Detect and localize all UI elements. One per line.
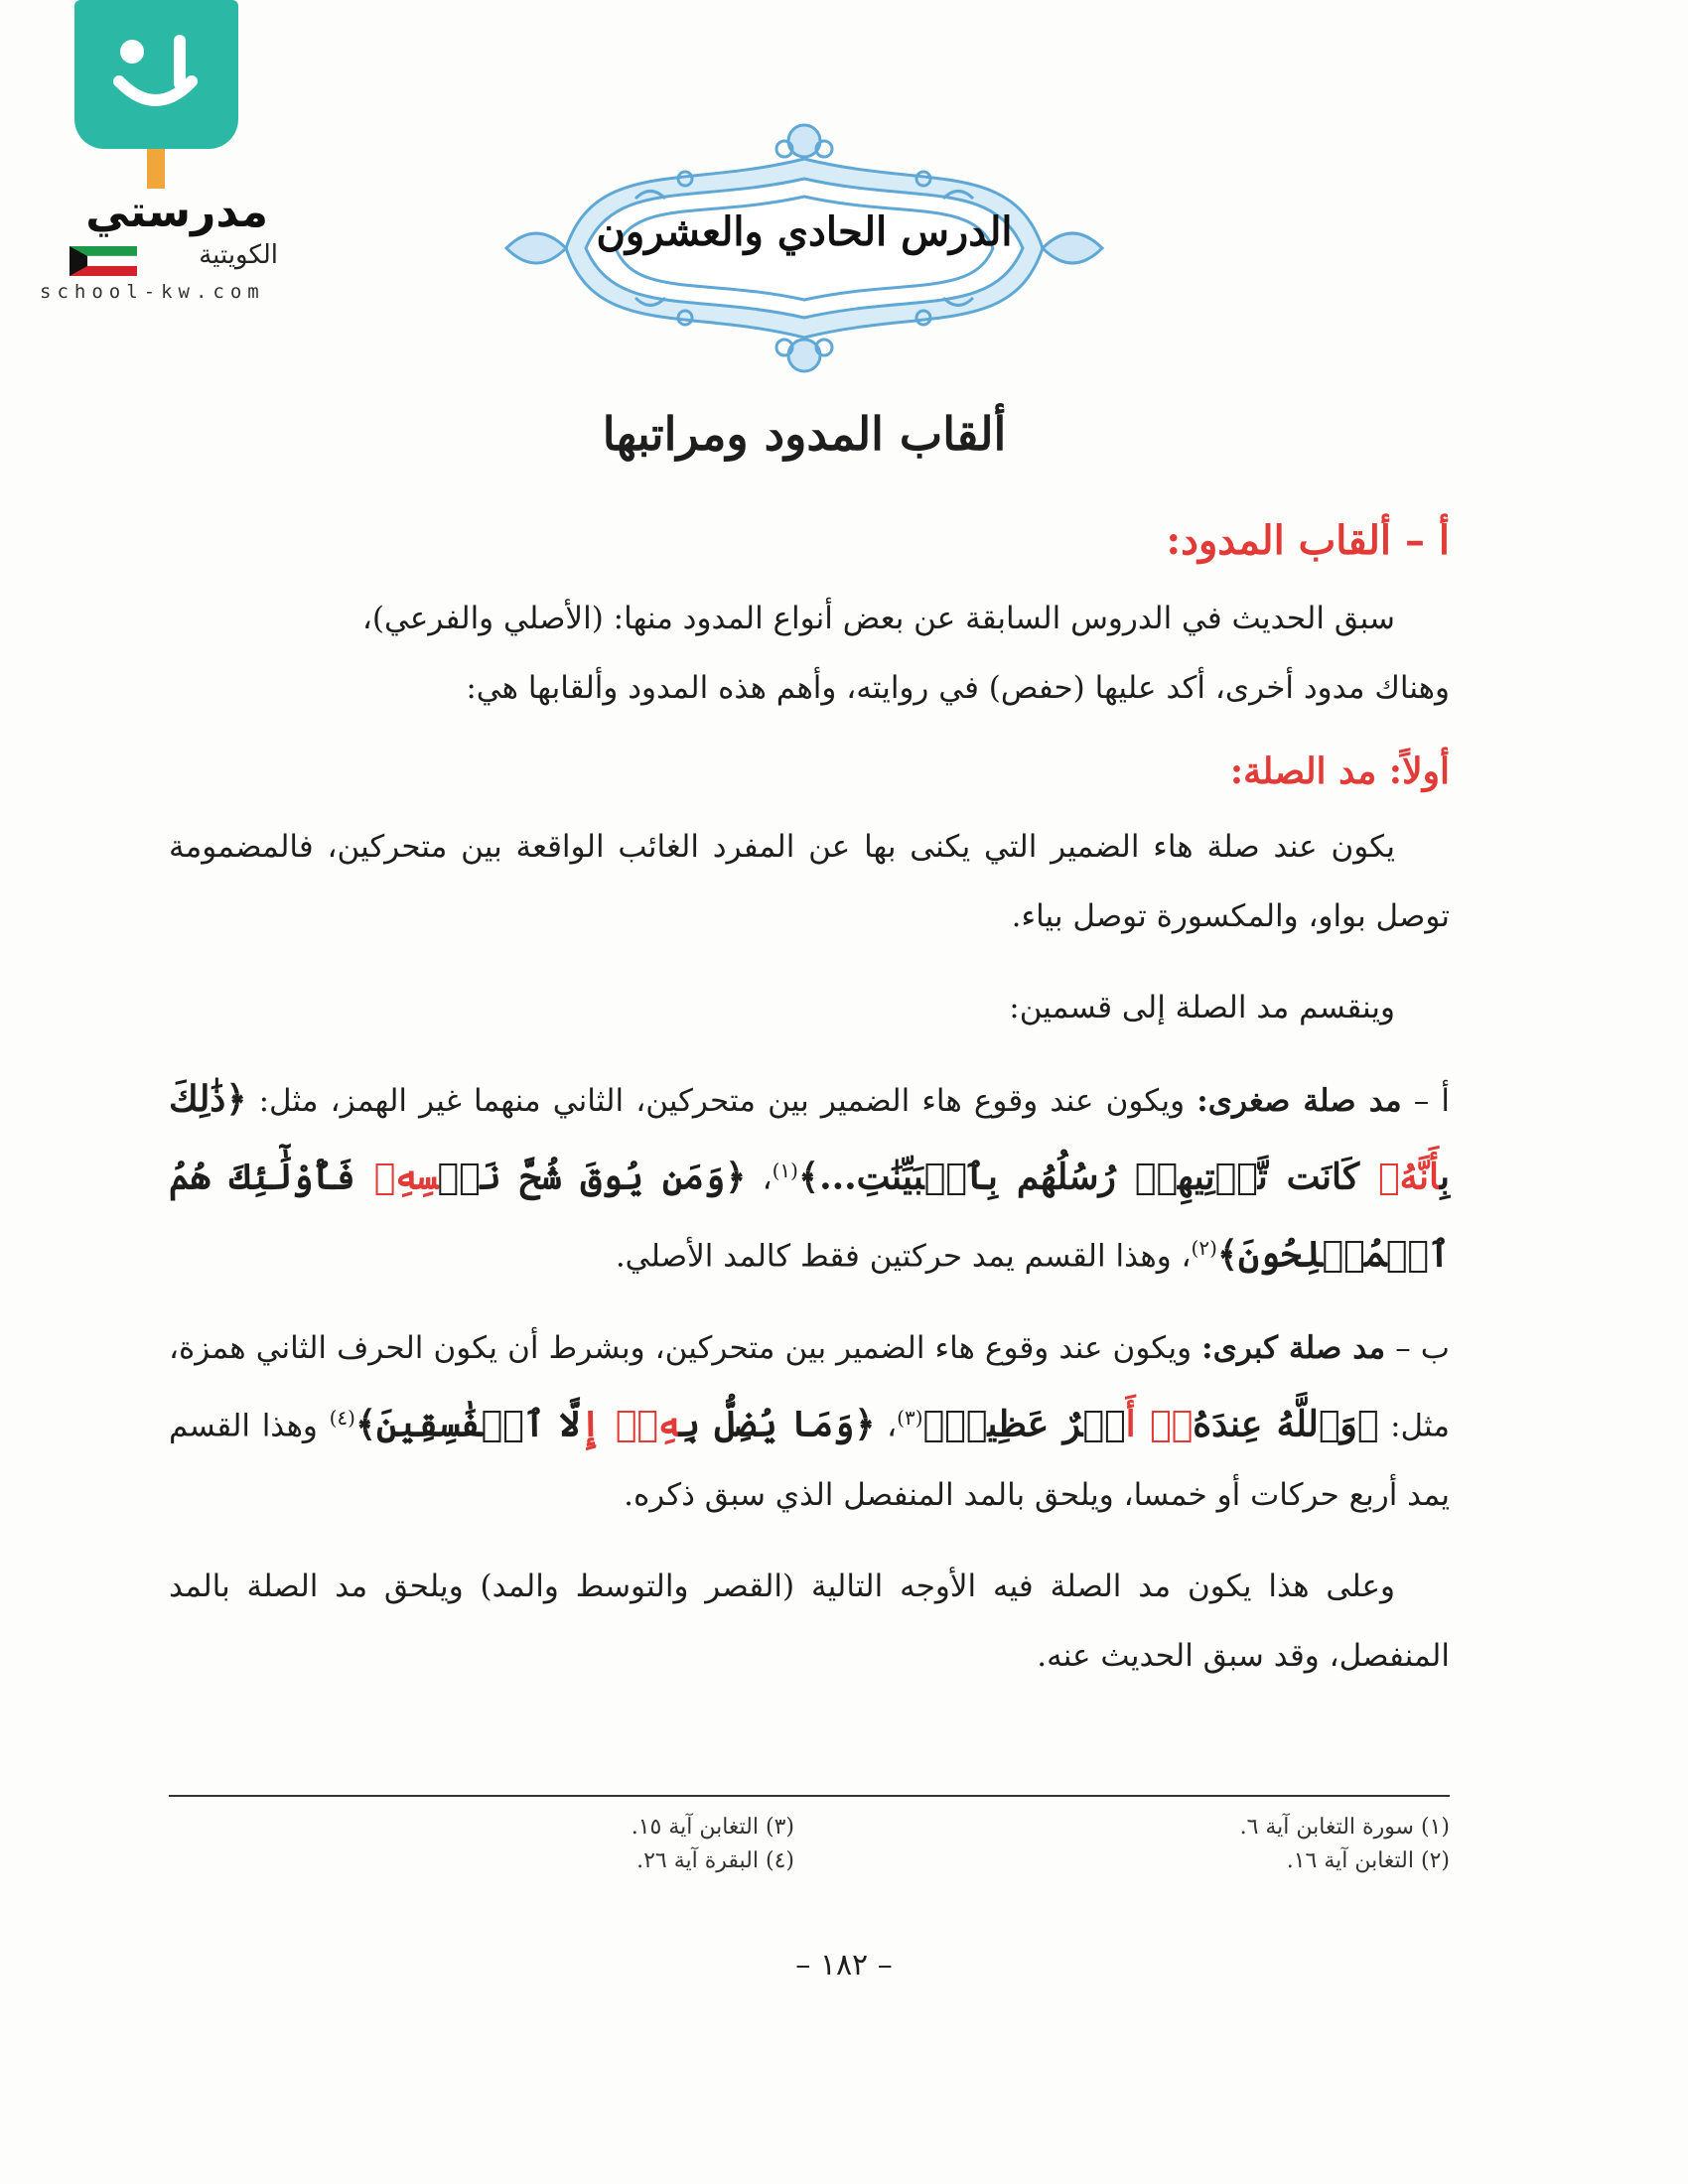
site-logo [20, 0, 308, 308]
item-marker: أ – [1413, 1083, 1451, 1119]
verse-highlight: ۥٓ أَ [1125, 1402, 1194, 1444]
item-text: ويكون عند وقوع هاء الضمير بين متحركين، الثاني منهما غير الهمز، [330, 1083, 1186, 1119]
verse-part: كَانَت تَّأۡتِيهِمۡ رُسُلُهُم بِٱلۡبَيِّنَٰتِ...﴾ [797, 1156, 1379, 1198]
page-number: – ١٨٢ – [795, 1948, 893, 1982]
smile-face [74, 0, 238, 149]
intro-paragraph [169, 584, 1450, 723]
kuwait-flag-icon [70, 246, 137, 276]
list-item-minor-silah [169, 1064, 1450, 1292]
verse-highlight: هِۦٓ إِ [580, 1402, 680, 1444]
logo-url: school-kw.com [40, 281, 265, 303]
verse-part: لَّا ٱلۡفَٰسِقِينَ﴾ [354, 1402, 581, 1444]
footnote-ref: (١) [772, 1159, 798, 1182]
separator: ، [762, 1160, 773, 1197]
item-label: مد صلة صغرى: [1196, 1083, 1402, 1119]
division-paragraph: وينقسم مد الصلة إلى قسمين: [1009, 990, 1395, 1025]
footnote-1: (١) سورة التغابن آية ٦. [1239, 1815, 1450, 1840]
quran-verse [355, 1403, 876, 1444]
item-marker: ب – [1395, 1329, 1450, 1366]
content-body [169, 506, 1450, 1691]
footnote-ref: (٣) [897, 1405, 923, 1430]
intro-line-2: وهناك مدود أخرى، أكد عليها (حفص) في روايته، وأهم هذه المدود وألقابها هي: [466, 670, 1450, 706]
footnote-ref: (٤) [329, 1405, 355, 1430]
lesson-title: الدرس الحادي والعشرون [596, 208, 1013, 255]
logo-name: مدرستي [85, 187, 268, 237]
verse-part: ﴿وَٱللَّهُ عِندَهُ [1193, 1402, 1379, 1444]
verse-part: ﴿وَمَا يُضِلُّ بِ [679, 1402, 876, 1444]
footnote-4: (٤) البقرة آية ٢٦. [636, 1848, 794, 1873]
intro-line-1: سبق الحديث في الدروس السابقة عن بعض أنواع المدود منها: (الأصلي والفرعي)، [361, 601, 1395, 636]
separator: ، [887, 1407, 898, 1443]
verse-part: فَأُوْلَٰٓئِكَ هُمُ ٱلۡمُفۡلِحُونَ﴾ [169, 1156, 1450, 1276]
footnote-divider [169, 1795, 1450, 1797]
verse-part: ﴿ذَٰلِكَ بِ [169, 1078, 1450, 1198]
bookmark-ribbon [147, 149, 165, 189]
verse-highlight: سِهِۦ [373, 1156, 438, 1198]
conclusion-paragraph: وعلى هذا يكون مد الصلة فيه الأوجه التالية (القصر والتوسط والمد) ويلحق مد الصلة بالمد المنفصل، وقد سبق الحديث عنه. [169, 1568, 1450, 1674]
book-smile-icon [74, 0, 238, 149]
list-item-major-silah [169, 1313, 1450, 1530]
footnote-ref: (٢) [1191, 1236, 1217, 1261]
item-text: ويكون عند وقوع هاء الضمير بين متحركين، وبشرط أن يكون الحرف الثاني همزة، مثل: [169, 1329, 1450, 1443]
verse-part: ﴿وَمَن يُوقَ شُحَّ نَفۡ [437, 1156, 747, 1198]
definition-paragraph: يكون عند صلة هاء الضمير التي يكنى بها عن المفرد الغائب الواقعة بين متحركين، فالمضمومة توصل بواو، والمكسورة توصل بياء. [169, 829, 1450, 934]
page-title: ألقاب المدود ومراتبها [602, 407, 1007, 461]
footnote-3: (٣) التغابن آية ١٥. [631, 1815, 794, 1840]
item-text: وهذا القسم يمد أربع حركات أو خمسا، ويلحق بالمد المنفصل الذي سبق ذكره. [169, 1407, 1450, 1513]
quran-verse [923, 1403, 1379, 1444]
logo-subtitle: الكويتية [199, 240, 278, 270]
verse-highlight: أَنَّهُۥ [1378, 1156, 1440, 1198]
subsection-heading: أولاً: مد الصلة: [1229, 751, 1450, 792]
verse-part: جۡرٌ عَظِيمٞ﴾ [922, 1402, 1126, 1444]
section-heading: أ – ألقاب المدود: [1166, 517, 1450, 564]
item-text: ، وهذا القسم يمد حركتين فقط كالمد الأصلي. [615, 1238, 1192, 1275]
item-label: مد صلة كبرى: [1201, 1329, 1386, 1366]
footnote-2: (٢) التغابن آية ١٦. [1286, 1848, 1450, 1873]
example-prefix: مثل: [258, 1083, 319, 1119]
